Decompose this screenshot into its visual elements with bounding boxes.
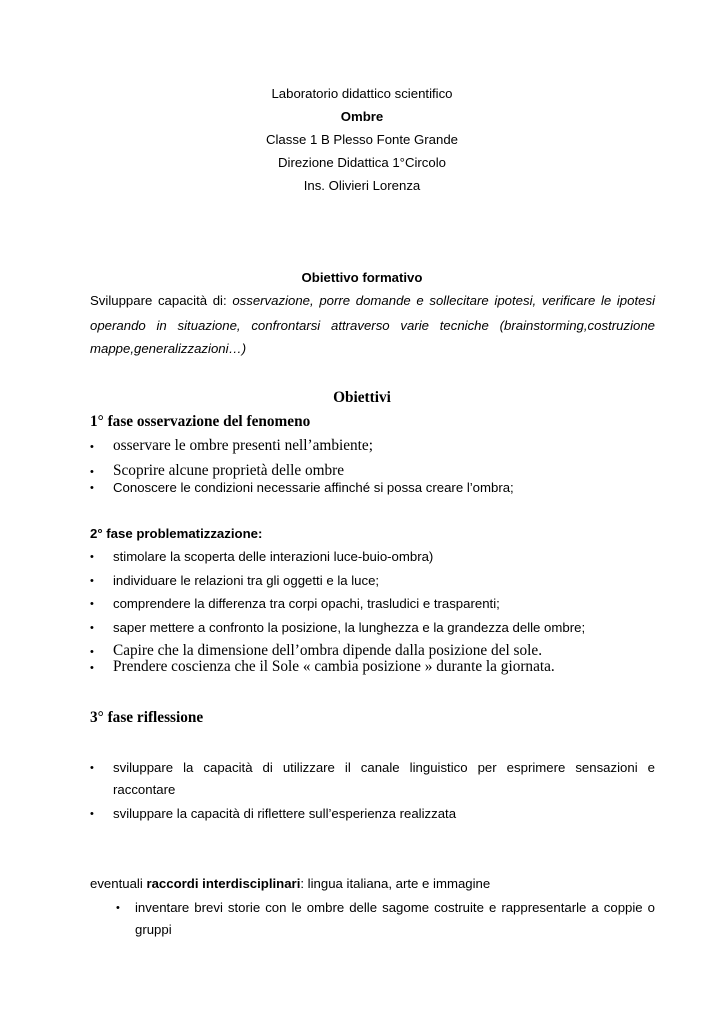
bullet-icon: • xyxy=(116,902,120,914)
obiettivo-formativo-line-2: operando in situazione, confrontarsi attraverso varie tecniche (brainstorming,costruzione xyxy=(90,318,655,333)
lab-title: Laboratorio didattico scientifico xyxy=(271,86,453,101)
teacher-name: Ins. Olivieri Lorenza xyxy=(303,178,421,193)
obiettivi-heading: Obiettivi xyxy=(333,389,391,406)
obiettivo-formativo-heading: Obiettivo formativo xyxy=(301,270,423,285)
fase2-item: stimolare la scoperta delle interazioni luce-buio-ombra) xyxy=(113,549,434,564)
fase2-item: individuare le relazioni tra gli oggetti e la luce; xyxy=(113,573,380,588)
bullet-icon: • xyxy=(90,575,94,587)
fase2-item: comprendere la differenza tra corpi opachi, trasludici e trasparenti; xyxy=(113,596,500,611)
fase3-heading: 3° fase riflessione xyxy=(90,709,204,726)
fase1-item: Scoprire alcune proprietà delle ombre xyxy=(113,462,345,479)
bullet-icon: • xyxy=(90,808,94,820)
bullet-icon: • xyxy=(90,598,94,610)
fase3-item-2: sviluppare la capacità di riflettere sull’esperienza realizzata xyxy=(113,806,457,821)
obiettivo-formativo-line-1 xyxy=(90,293,655,308)
fase2-heading: 2° fase problematizzazione: xyxy=(90,526,263,541)
bullet-icon: • xyxy=(90,441,94,453)
bullet-icon: • xyxy=(90,551,94,563)
fase3-item-1-line-1: sviluppare la capacità di utilizzare il canale linguistico per esprimere sensazioni e xyxy=(113,760,655,775)
bullet-icon: • xyxy=(90,646,94,658)
raccordi-suffix: : lingua italiana, arte e immagine xyxy=(300,876,491,891)
direction-info: Direzione Didattica 1°Circolo xyxy=(278,155,446,170)
bullet-icon: • xyxy=(90,622,94,634)
bullet-icon: • xyxy=(90,662,94,674)
class-info: Classe 1 B Plesso Fonte Grande xyxy=(265,132,459,147)
fase2-item: Capire che la dimensione dell’ombra dipende dalla posizione del sole. xyxy=(113,642,543,659)
raccordi-bold: raccordi interdisciplinari xyxy=(146,876,301,891)
obiettivo-prefix: Sviluppare capacità di: xyxy=(90,293,233,308)
fase2-item: saper mettere a confronto la posizione, la lunghezza e la grandezza delle ombre; xyxy=(113,620,586,635)
obiettivo-formativo-line-3: mappe,generalizzazioni…) xyxy=(90,341,247,356)
bullet-icon: • xyxy=(90,482,94,494)
bullet-icon: • xyxy=(90,466,94,478)
fase1-heading: 1° fase osservazione del fenomeno xyxy=(90,413,311,430)
fase3-item-1-line-2: raccontare xyxy=(113,782,176,797)
document-title: Ombre xyxy=(340,109,384,124)
raccordi-item-line-1: inventare brevi storie con le ombre delle sagome costruite e rappresentarle a coppie o xyxy=(135,900,655,915)
fase2-item: Prendere coscienza che il Sole « cambia posizione » durante la giornata. xyxy=(113,658,555,675)
raccordi-line xyxy=(90,876,490,891)
fase1-item: Conoscere le condizioni necessarie affinché si possa creare l’ombra; xyxy=(113,480,514,495)
raccordi-item-line-2: gruppi xyxy=(135,922,172,937)
raccordi-prefix: eventuali xyxy=(90,876,147,891)
bullet-icon: • xyxy=(90,762,94,774)
fase1-item: osservare le ombre presenti nell’ambiente; xyxy=(113,437,373,454)
obiettivo-italic-text: osservazione, porre domande e sollecitare ipotesi, verificare le ipotesi xyxy=(232,293,655,308)
